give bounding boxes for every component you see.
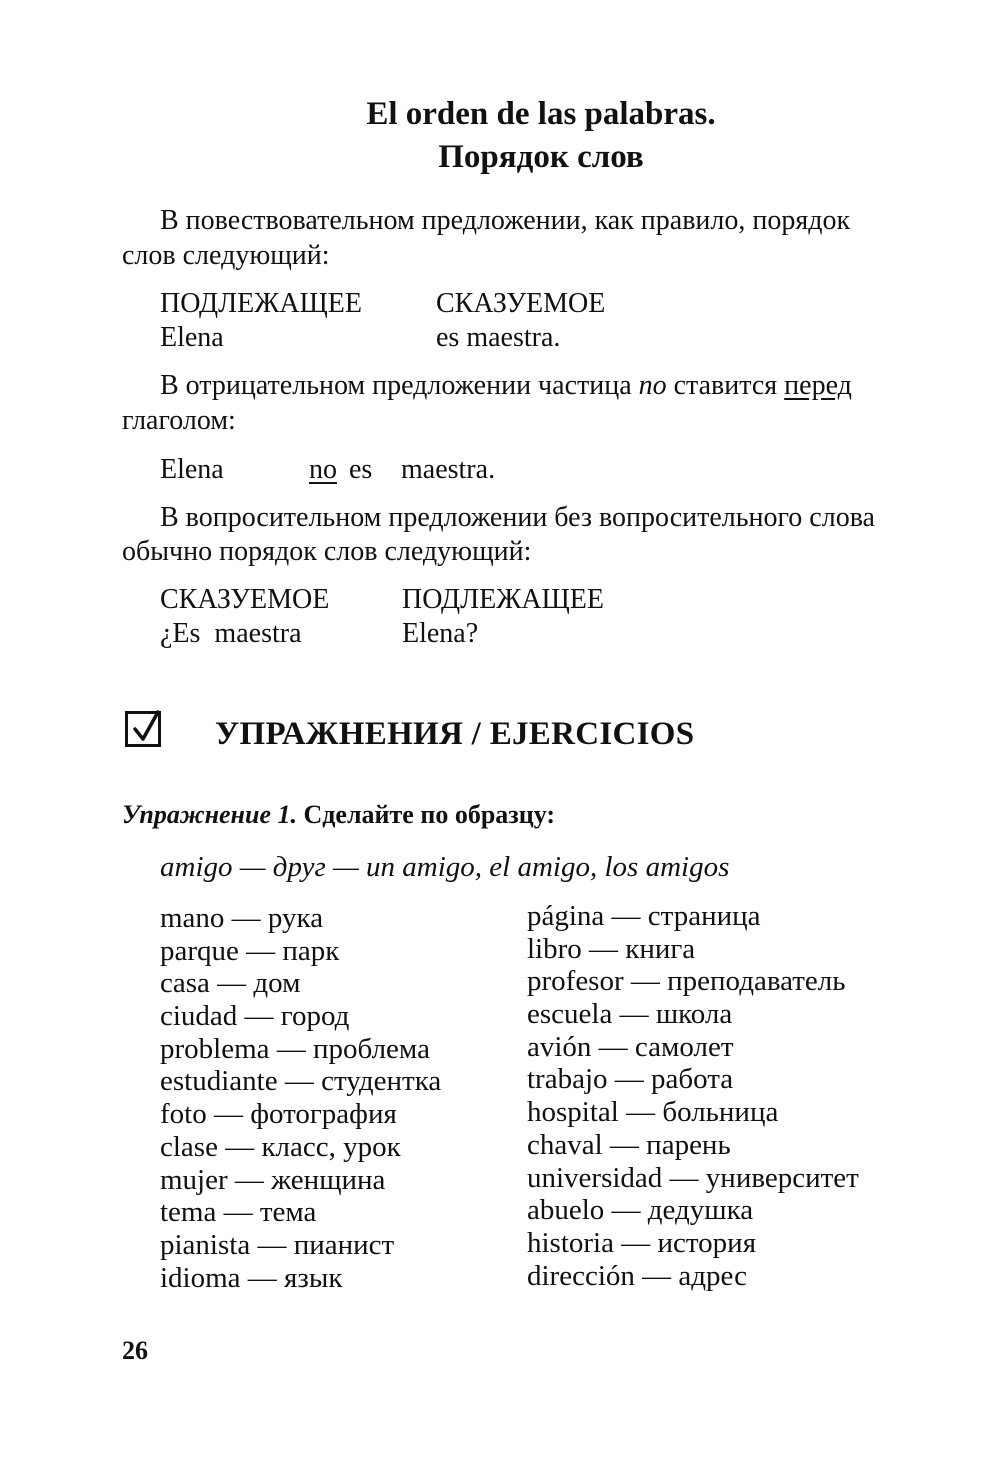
negative-example-subject: Elena [160,454,224,485]
list-item: idioma — язык [160,1261,343,1294]
page-title-es: El orden de las palabras. [366,96,716,132]
pattern1-subject-head: ПОДЛЕЖАЩЕЕ [160,288,363,319]
pattern1-subject-example: Elena [160,322,224,353]
list-item: escuela — школа [527,998,733,1031]
list-item: libro — книга [527,932,696,965]
list-item: chaval — парень [527,1128,731,1161]
exercises-heading: УПРАЖНЕНИЯ / EJERCICIOS [215,716,695,752]
negative-example-rest: maestra. [401,454,496,485]
checkbox-checked-icon [125,711,161,747]
question-subject-head: ПОДЛЕЖАЩЕЕ [402,584,605,615]
list-item: foto — фотография [160,1098,397,1131]
list-item: parque — парк [160,934,340,967]
list-item: abuelo — дедушка [527,1194,754,1227]
list-item: universidad — университет [527,1161,859,1194]
list-item: mano — рука [160,902,324,934]
negative-text-a: В отрицательном предложении частица [160,370,639,401]
pattern1-predicate-example: es maestra. [436,322,561,353]
question-predicate-head: СКАЗУЕМОЕ [160,584,330,615]
list-item: dirección — адрес [527,1259,747,1292]
list-item: página — страница [527,900,761,932]
list-item: tema — тема [160,1196,317,1229]
list-item: profesor — преподаватель [527,965,846,998]
question-line-2: обычно порядок слов следующий: [122,536,532,567]
question-subject-example: Elena? [402,618,479,649]
negative-example-verb: es [349,454,373,485]
negative-particle: no [638,370,667,401]
exercise-1-model: amigo — друг — un amigo, el amigo, los amigos [160,851,730,883]
negative-example-no: no [309,454,337,485]
exercise-1-label [122,800,555,830]
question-line-1: В вопросительном предложении без вопросительного слова [160,502,875,533]
negative-text-b: ставится [666,370,785,401]
list-item: estudiante — студентка [160,1065,442,1098]
page-title-ru: Порядок слов [438,139,644,175]
exercise-1-number: Упражнение 1. [122,800,297,829]
negative-line-1 [160,370,852,402]
list-item: problema — проблема [160,1032,430,1065]
list-item: hospital — больница [527,1096,779,1129]
question-predicate-example: ¿Es maestra [160,618,302,649]
pattern1-predicate-head: СКАЗУЕМОЕ [436,288,606,319]
exercise-1-instruction: Сделайте по образцу: [297,800,556,829]
negative-underlined-word: перед [784,370,852,401]
vocab-left-column [160,902,441,1294]
list-item: avión — самолет [527,1030,734,1063]
negative-line-2: глаголом: [122,405,236,436]
vocab-right-column [527,900,859,1292]
intro-line-2: слов следующий: [122,240,330,271]
list-item: clase — класс, урок [160,1130,401,1163]
intro-line-1: В повествовательном предложении, как правило, порядок [160,205,851,236]
page-number: 26 [122,1336,148,1365]
list-item: ciudad — город [160,1000,350,1033]
list-item: pianista — пианист [160,1228,395,1261]
list-item: mujer — женщина [160,1163,386,1196]
list-item: trabajo — работа [527,1063,734,1096]
list-item: casa — дом [160,967,301,1000]
list-item: historia — история [527,1226,757,1259]
